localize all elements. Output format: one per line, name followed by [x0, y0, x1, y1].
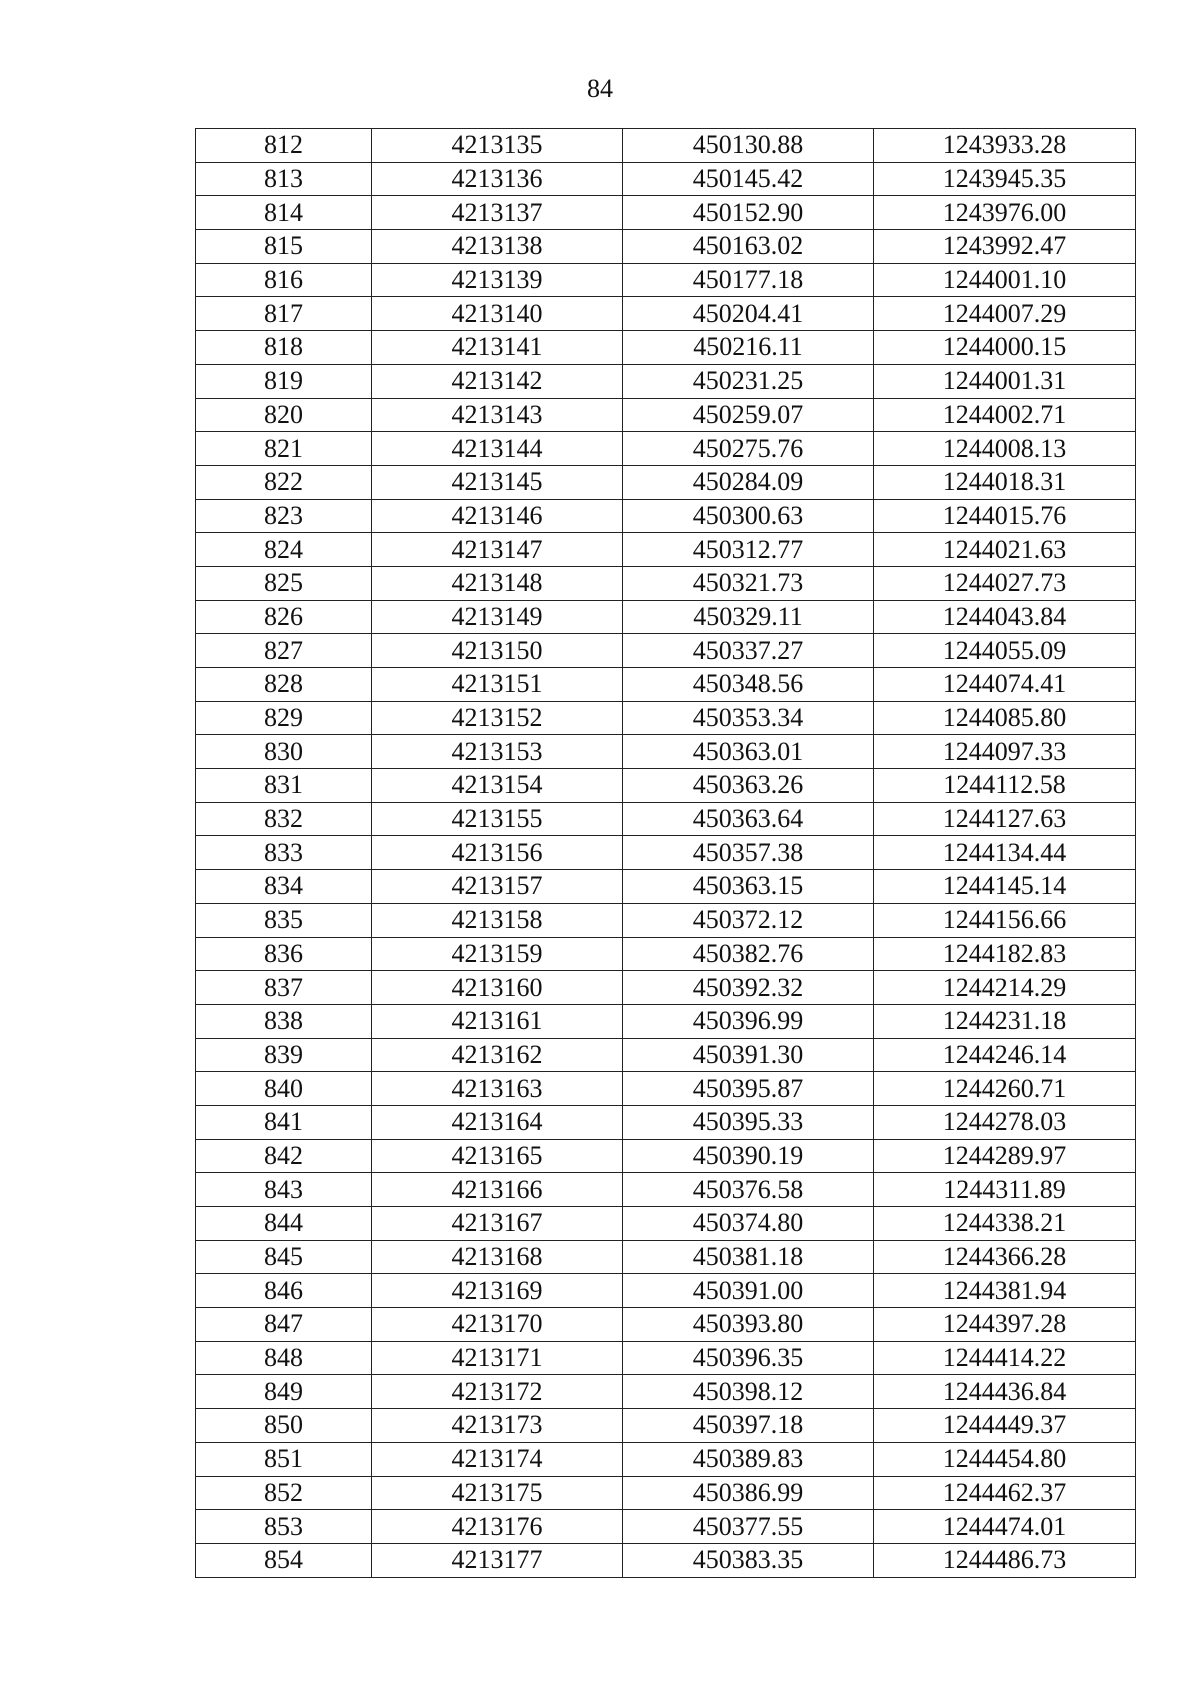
point-id-cell: 4213165 — [372, 1139, 623, 1173]
y-coordinate-cell: 1244366.28 — [874, 1240, 1136, 1274]
point-id-cell: 4213160 — [372, 971, 623, 1005]
point-number-cell: 821 — [196, 432, 372, 466]
table-row — [196, 668, 1136, 702]
table-row — [196, 735, 1136, 769]
table-row — [196, 1308, 1136, 1342]
y-coordinate-cell: 1244085.80 — [874, 701, 1136, 735]
point-id-cell: 4213147 — [372, 533, 623, 567]
point-id-cell: 4213172 — [372, 1375, 623, 1409]
point-id-cell: 4213141 — [372, 331, 623, 365]
point-id-cell: 4213146 — [372, 499, 623, 533]
table-row — [196, 870, 1136, 904]
point-number-cell: 846 — [196, 1274, 372, 1308]
y-coordinate-cell: 1244462.37 — [874, 1476, 1136, 1510]
point-number-cell: 842 — [196, 1139, 372, 1173]
x-coordinate-cell: 450312.77 — [623, 533, 874, 567]
point-number-cell: 828 — [196, 668, 372, 702]
x-coordinate-cell: 450145.42 — [623, 162, 874, 196]
table-row — [196, 1274, 1136, 1308]
point-number-cell: 816 — [196, 263, 372, 297]
y-coordinate-cell: 1244055.09 — [874, 634, 1136, 668]
point-id-cell: 4213153 — [372, 735, 623, 769]
x-coordinate-cell: 450363.15 — [623, 870, 874, 904]
point-id-cell: 4213157 — [372, 870, 623, 904]
point-id-cell: 4213177 — [372, 1543, 623, 1577]
x-coordinate-cell: 450397.18 — [623, 1409, 874, 1443]
y-coordinate-cell: 1244436.84 — [874, 1375, 1136, 1409]
point-number-cell: 837 — [196, 971, 372, 1005]
y-coordinate-cell: 1243945.35 — [874, 162, 1136, 196]
point-number-cell: 818 — [196, 331, 372, 365]
point-id-cell: 4213140 — [372, 297, 623, 331]
y-coordinate-cell: 1244097.33 — [874, 735, 1136, 769]
y-coordinate-cell: 1244112.58 — [874, 769, 1136, 803]
y-coordinate-cell: 1244145.14 — [874, 870, 1136, 904]
y-coordinate-cell: 1244260.71 — [874, 1072, 1136, 1106]
x-coordinate-cell: 450363.26 — [623, 769, 874, 803]
point-id-cell: 4213151 — [372, 668, 623, 702]
point-id-cell: 4213135 — [372, 129, 623, 163]
point-id-cell: 4213171 — [372, 1341, 623, 1375]
table-row — [196, 634, 1136, 668]
y-coordinate-cell: 1244311.89 — [874, 1173, 1136, 1207]
point-number-cell: 843 — [196, 1173, 372, 1207]
point-number-cell: 817 — [196, 297, 372, 331]
table-row — [196, 937, 1136, 971]
y-coordinate-cell: 1244015.76 — [874, 499, 1136, 533]
x-coordinate-cell: 450393.80 — [623, 1308, 874, 1342]
point-number-cell: 827 — [196, 634, 372, 668]
table-row — [196, 1105, 1136, 1139]
point-id-cell: 4213138 — [372, 230, 623, 264]
x-coordinate-cell: 450395.33 — [623, 1105, 874, 1139]
point-number-cell: 831 — [196, 769, 372, 803]
table-row — [196, 566, 1136, 600]
point-number-cell: 814 — [196, 196, 372, 230]
point-id-cell: 4213149 — [372, 600, 623, 634]
y-coordinate-cell: 1244007.29 — [874, 297, 1136, 331]
point-number-cell: 835 — [196, 903, 372, 937]
page-number: 84 — [587, 74, 613, 103]
table-row — [196, 533, 1136, 567]
x-coordinate-cell: 450398.12 — [623, 1375, 874, 1409]
table-row — [196, 331, 1136, 365]
x-coordinate-cell: 450357.38 — [623, 836, 874, 870]
x-coordinate-cell: 450396.35 — [623, 1341, 874, 1375]
point-id-cell: 4213155 — [372, 802, 623, 836]
x-coordinate-cell: 450337.27 — [623, 634, 874, 668]
y-coordinate-cell: 1244449.37 — [874, 1409, 1136, 1443]
y-coordinate-cell: 1244246.14 — [874, 1038, 1136, 1072]
x-coordinate-cell: 450376.58 — [623, 1173, 874, 1207]
table-row — [196, 971, 1136, 1005]
x-coordinate-cell: 450275.76 — [623, 432, 874, 466]
table-row — [196, 364, 1136, 398]
point-number-cell: 819 — [196, 364, 372, 398]
coordinate-table — [195, 128, 1136, 1578]
y-coordinate-cell: 1244474.01 — [874, 1510, 1136, 1544]
x-coordinate-cell: 450391.30 — [623, 1038, 874, 1072]
table-row — [196, 903, 1136, 937]
y-coordinate-cell: 1244381.94 — [874, 1274, 1136, 1308]
y-coordinate-cell: 1244002.71 — [874, 398, 1136, 432]
x-coordinate-cell: 450392.32 — [623, 971, 874, 1005]
point-number-cell: 825 — [196, 566, 372, 600]
y-coordinate-cell: 1244001.10 — [874, 263, 1136, 297]
x-coordinate-cell: 450321.73 — [623, 566, 874, 600]
table-row — [196, 398, 1136, 432]
x-coordinate-cell: 450130.88 — [623, 129, 874, 163]
x-coordinate-cell: 450353.34 — [623, 701, 874, 735]
table-row — [196, 1038, 1136, 1072]
x-coordinate-cell: 450395.87 — [623, 1072, 874, 1106]
point-id-cell: 4213169 — [372, 1274, 623, 1308]
table-row — [196, 465, 1136, 499]
point-number-cell: 822 — [196, 465, 372, 499]
point-number-cell: 852 — [196, 1476, 372, 1510]
y-coordinate-cell: 1244001.31 — [874, 364, 1136, 398]
x-coordinate-cell: 450391.00 — [623, 1274, 874, 1308]
x-coordinate-cell: 450374.80 — [623, 1207, 874, 1241]
point-number-cell: 812 — [196, 129, 372, 163]
table-row — [196, 196, 1136, 230]
point-id-cell: 4213143 — [372, 398, 623, 432]
point-number-cell: 832 — [196, 802, 372, 836]
y-coordinate-cell: 1244127.63 — [874, 802, 1136, 836]
table-row — [196, 1240, 1136, 1274]
x-coordinate-cell: 450329.11 — [623, 600, 874, 634]
point-id-cell: 4213163 — [372, 1072, 623, 1106]
x-coordinate-cell: 450390.19 — [623, 1139, 874, 1173]
table-row — [196, 1004, 1136, 1038]
point-number-cell: 833 — [196, 836, 372, 870]
y-coordinate-cell: 1244000.15 — [874, 331, 1136, 365]
point-id-cell: 4213175 — [372, 1476, 623, 1510]
point-number-cell: 824 — [196, 533, 372, 567]
point-id-cell: 4213145 — [372, 465, 623, 499]
point-number-cell: 838 — [196, 1004, 372, 1038]
point-id-cell: 4213159 — [372, 937, 623, 971]
x-coordinate-cell: 450381.18 — [623, 1240, 874, 1274]
y-coordinate-cell: 1243976.00 — [874, 196, 1136, 230]
table-row — [196, 162, 1136, 196]
y-coordinate-cell: 1244338.21 — [874, 1207, 1136, 1241]
table-row — [196, 1207, 1136, 1241]
x-coordinate-cell: 450300.63 — [623, 499, 874, 533]
table-row — [196, 1442, 1136, 1476]
point-number-cell: 834 — [196, 870, 372, 904]
y-coordinate-cell: 1244214.29 — [874, 971, 1136, 1005]
point-id-cell: 4213161 — [372, 1004, 623, 1038]
point-number-cell: 844 — [196, 1207, 372, 1241]
point-number-cell: 840 — [196, 1072, 372, 1106]
point-id-cell: 4213170 — [372, 1308, 623, 1342]
table-row — [196, 802, 1136, 836]
point-id-cell: 4213162 — [372, 1038, 623, 1072]
point-number-cell: 853 — [196, 1510, 372, 1544]
table-row — [196, 263, 1136, 297]
table-row — [196, 701, 1136, 735]
table-row — [196, 432, 1136, 466]
y-coordinate-cell: 1244008.13 — [874, 432, 1136, 466]
x-coordinate-cell: 450216.11 — [623, 331, 874, 365]
y-coordinate-cell: 1244074.41 — [874, 668, 1136, 702]
point-number-cell: 839 — [196, 1038, 372, 1072]
x-coordinate-cell: 450383.35 — [623, 1543, 874, 1577]
point-id-cell: 4213148 — [372, 566, 623, 600]
table-row — [196, 1173, 1136, 1207]
table-row — [196, 1072, 1136, 1106]
table-row — [196, 1510, 1136, 1544]
point-number-cell: 813 — [196, 162, 372, 196]
point-id-cell: 4213158 — [372, 903, 623, 937]
y-coordinate-cell: 1244397.28 — [874, 1308, 1136, 1342]
x-coordinate-cell: 450363.01 — [623, 735, 874, 769]
point-number-cell: 836 — [196, 937, 372, 971]
point-id-cell: 4213154 — [372, 769, 623, 803]
point-id-cell: 4213156 — [372, 836, 623, 870]
point-id-cell: 4213139 — [372, 263, 623, 297]
y-coordinate-cell: 1244018.31 — [874, 465, 1136, 499]
x-coordinate-cell: 450177.18 — [623, 263, 874, 297]
x-coordinate-cell: 450382.76 — [623, 937, 874, 971]
point-id-cell: 4213150 — [372, 634, 623, 668]
table-row — [196, 1341, 1136, 1375]
table-row — [196, 230, 1136, 264]
point-number-cell: 815 — [196, 230, 372, 264]
point-id-cell: 4213174 — [372, 1442, 623, 1476]
point-number-cell: 826 — [196, 600, 372, 634]
y-coordinate-cell: 1244289.97 — [874, 1139, 1136, 1173]
x-coordinate-cell: 450152.90 — [623, 196, 874, 230]
y-coordinate-cell: 1244156.66 — [874, 903, 1136, 937]
table-row — [196, 129, 1136, 163]
table-row — [196, 1139, 1136, 1173]
x-coordinate-cell: 450389.83 — [623, 1442, 874, 1476]
table-row — [196, 1476, 1136, 1510]
table-row — [196, 1375, 1136, 1409]
point-number-cell: 854 — [196, 1543, 372, 1577]
point-number-cell: 830 — [196, 735, 372, 769]
x-coordinate-cell: 450372.12 — [623, 903, 874, 937]
table-row — [196, 1409, 1136, 1443]
y-coordinate-cell: 1244021.63 — [874, 533, 1136, 567]
point-id-cell: 4213173 — [372, 1409, 623, 1443]
point-id-cell: 4213167 — [372, 1207, 623, 1241]
y-coordinate-cell: 1244414.22 — [874, 1341, 1136, 1375]
x-coordinate-cell: 450284.09 — [623, 465, 874, 499]
y-coordinate-cell: 1244231.18 — [874, 1004, 1136, 1038]
point-id-cell: 4213164 — [372, 1105, 623, 1139]
point-number-cell: 820 — [196, 398, 372, 432]
x-coordinate-cell: 450204.41 — [623, 297, 874, 331]
point-number-cell: 851 — [196, 1442, 372, 1476]
y-coordinate-cell: 1244278.03 — [874, 1105, 1136, 1139]
x-coordinate-cell: 450348.56 — [623, 668, 874, 702]
point-number-cell: 850 — [196, 1409, 372, 1443]
x-coordinate-cell: 450396.99 — [623, 1004, 874, 1038]
point-number-cell: 841 — [196, 1105, 372, 1139]
point-number-cell: 847 — [196, 1308, 372, 1342]
point-id-cell: 4213176 — [372, 1510, 623, 1544]
point-number-cell: 823 — [196, 499, 372, 533]
x-coordinate-cell: 450377.55 — [623, 1510, 874, 1544]
point-id-cell: 4213152 — [372, 701, 623, 735]
x-coordinate-cell: 450363.64 — [623, 802, 874, 836]
table-row — [196, 836, 1136, 870]
x-coordinate-cell: 450386.99 — [623, 1476, 874, 1510]
point-id-cell: 4213144 — [372, 432, 623, 466]
table-row — [196, 297, 1136, 331]
point-id-cell: 4213142 — [372, 364, 623, 398]
y-coordinate-cell: 1244134.44 — [874, 836, 1136, 870]
point-number-cell: 849 — [196, 1375, 372, 1409]
x-coordinate-cell: 450231.25 — [623, 364, 874, 398]
y-coordinate-cell: 1244454.80 — [874, 1442, 1136, 1476]
y-coordinate-cell: 1243933.28 — [874, 129, 1136, 163]
y-coordinate-cell: 1244043.84 — [874, 600, 1136, 634]
y-coordinate-cell: 1244182.83 — [874, 937, 1136, 971]
y-coordinate-cell: 1244486.73 — [874, 1543, 1136, 1577]
point-number-cell: 829 — [196, 701, 372, 735]
y-coordinate-cell: 1243992.47 — [874, 230, 1136, 264]
table-row — [196, 1543, 1136, 1577]
table-row — [196, 769, 1136, 803]
coordinate-table-body — [196, 129, 1136, 1578]
point-id-cell: 4213137 — [372, 196, 623, 230]
table-row — [196, 499, 1136, 533]
point-id-cell: 4213168 — [372, 1240, 623, 1274]
point-id-cell: 4213166 — [372, 1173, 623, 1207]
y-coordinate-cell: 1244027.73 — [874, 566, 1136, 600]
point-number-cell: 848 — [196, 1341, 372, 1375]
x-coordinate-cell: 450163.02 — [623, 230, 874, 264]
point-id-cell: 4213136 — [372, 162, 623, 196]
point-number-cell: 845 — [196, 1240, 372, 1274]
x-coordinate-cell: 450259.07 — [623, 398, 874, 432]
table-row — [196, 600, 1136, 634]
